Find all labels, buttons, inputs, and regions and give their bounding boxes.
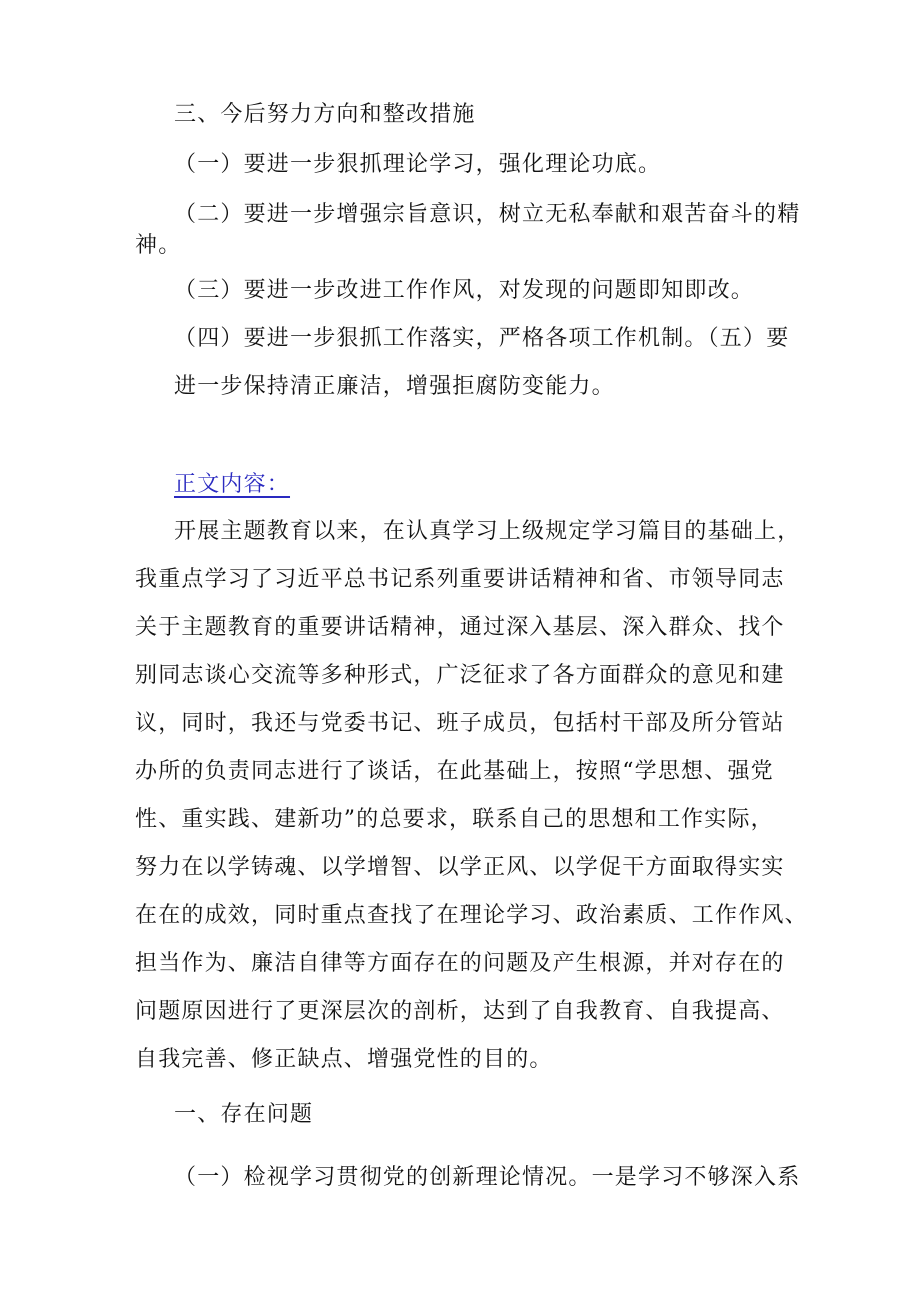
body-line-6: 办所的负责同志进行了谈话，在此基础上，按照“学思想、强党 xyxy=(135,759,774,784)
body-line-7: 性、重实践、建新功”的总要求，联系自己的思想和工作实际， xyxy=(135,807,774,832)
problem-item-1: （一）检视学习贯彻党的创新理论情况。一是学习不够深入系 xyxy=(174,1165,801,1190)
measure-item-4-continuation: 进一步保持清正廉洁，增强拒腐防变能力。 xyxy=(174,374,615,399)
measures-heading: 三、今后努力方向和整改措施 xyxy=(174,102,476,127)
measure-item-1: （一）要进一步狠抓理论学习，强化理论功底。 xyxy=(174,152,662,177)
body-line-9: 在在的成效，同时重点查找了在理论学习、政治素质、工作作风、 xyxy=(135,903,808,928)
body-line-1: 开展主题教育以来，在认真学习上级规定学习篇目的基础上， xyxy=(174,519,801,544)
measure-item-2-continuation: 神。 xyxy=(135,233,182,258)
measure-item-2: （二）要进一步增强宗旨意识，树立无私奉献和艰苦奋斗的精 xyxy=(174,202,801,227)
body-line-3: 关于主题教育的重要讲话精神，通过深入基层、深入群众、找个 xyxy=(135,615,785,640)
body-line-11: 问题原因进行了更深层次的剖析，达到了自我教育、自我提高、 xyxy=(135,999,785,1024)
problems-heading: 一、存在问题 xyxy=(174,1102,314,1127)
body-line-2: 我重点学习了习近平总书记系列重要讲话精神和省、市领导同志 xyxy=(135,567,785,592)
measure-item-3: （三）要进一步改进工作作风，对发现的问题即知即改。 xyxy=(174,278,755,303)
main-content-link[interactable]: 正文内容： xyxy=(174,472,291,497)
measure-item-4: （四）要进一步狠抓工作落实，严格各项工作机制。（五）要 xyxy=(174,326,790,351)
body-line-4: 别同志谈心交流等多种形式，广泛征求了各方面群众的意见和建 xyxy=(135,663,785,688)
body-line-12: 自我完善、修正缺点、增强党性的目的。 xyxy=(135,1047,553,1072)
body-line-5: 议，同时，我还与党委书记、班子成员，包括村干部及所分管站 xyxy=(135,711,785,736)
body-line-8: 努力在以学铸魂、以学增智、以学正风、以学促干方面取得实实 xyxy=(135,855,785,880)
body-line-10: 担当作为、廉洁自律等方面存在的问题及产生根源，并对存在的 xyxy=(135,951,785,976)
